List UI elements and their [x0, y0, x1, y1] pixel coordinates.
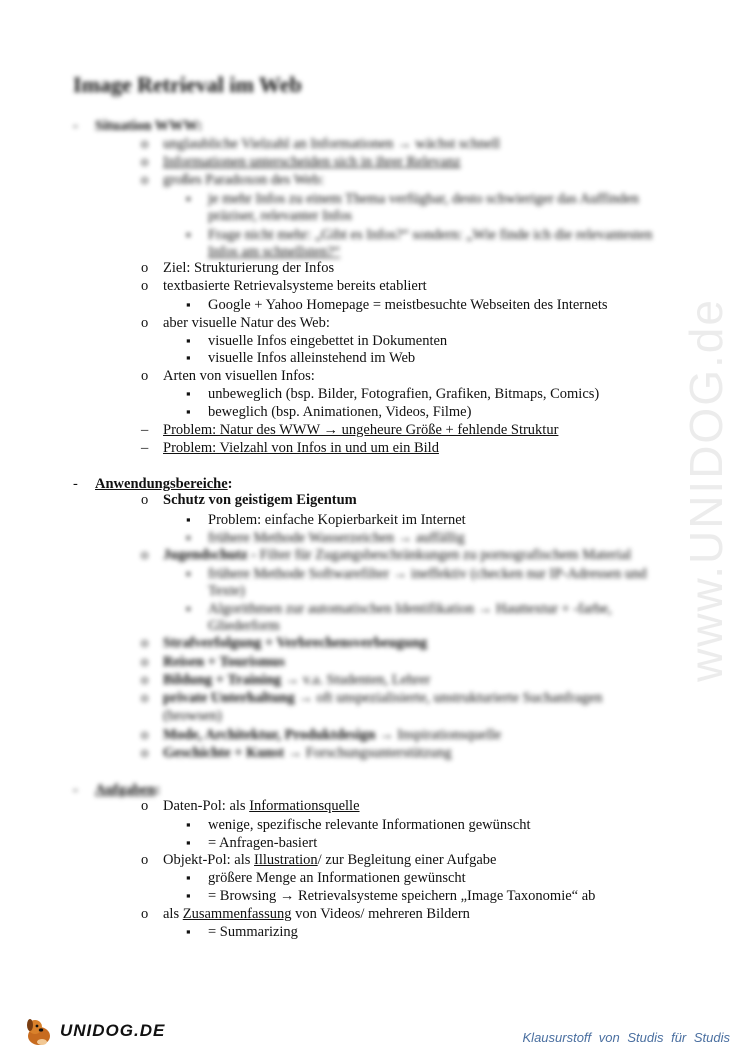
list-item-problem: – Problem: Natur des WWW → ungeheure Größe + fehlende Struktur [141, 422, 559, 438]
list-item: oprivate Unterhaltung → oft unspezialisierte, unstrukturierte Suchanfragen [141, 689, 602, 707]
section-heading-text: Situation WWW: [95, 118, 203, 134]
section-heading-situation [73, 117, 202, 135]
list-item: oStrafverfolgung + Verbrechensverbeugung [141, 634, 427, 652]
dash-bullet: - [73, 476, 78, 492]
list-item: ▪frühere Methode Wasserzeichen → auffällig [186, 529, 465, 547]
dog-icon [22, 1014, 56, 1048]
list-item: oGeschichte + Kunst → Forschungsunterstützung [141, 744, 452, 762]
list-item: oals Zusammenfassung von Videos/ mehreren Bildern [141, 905, 470, 923]
page-title: Image Retrieval im Web [73, 72, 302, 97]
list-item: ▪frühere Methode Softwarefilter → ineffektiv (checken nur IP-Adressen und [186, 565, 647, 583]
list-item: oReisen + Tourismus [141, 653, 285, 671]
list-item: ▪wenige, spezifische relevante Informationen gewünscht [186, 816, 531, 834]
list-item: oSchutz von geistigem Eigentum [141, 491, 357, 509]
section-heading-aufgaben: - Aufgaben: [73, 782, 161, 798]
list-item: oDaten-Pol: als Informationsquelle [141, 797, 360, 815]
list-item: oBildung + Training → v.a. Studenten, Lehrer [141, 671, 430, 689]
list-item-continuation: (browsen) [163, 708, 222, 724]
list-item: ▪= Browsing → Retrievalsysteme speichern „Image Taxonomie“ ab [186, 887, 595, 905]
list-item-problem: – Problem: Vielzahl von Infos in und um ein Bild [141, 440, 439, 456]
list-item-continuation: präziser, relevanter Infos [208, 208, 352, 224]
logo-text: UNIDOG.DE [60, 1021, 166, 1040]
list-item-continuation: Gliederform [208, 618, 280, 634]
list-item: ▪größere Menge an Informationen gewünscht [186, 869, 466, 887]
list-item: ▪beweglich (bsp. Animationen, Videos, Filme) [186, 403, 471, 421]
footer-tagline: Klausurstoff von Studis für Studis [522, 1030, 730, 1045]
list-item: ▪Google + Yahoo Homepage = meistbesuchte Webseiten des Internets [186, 296, 608, 314]
list-item: ▪Algorithmen zur automatischen Identifikation → Hauttextur + -farbe, [186, 600, 612, 618]
list-item: ogroßes Paradoxon des Web: [141, 171, 324, 189]
list-item: ▪= Anfragen-basiert [186, 834, 317, 852]
watermark: www.UNIDOG.de [680, 298, 733, 682]
list-item: oArten von visuellen Infos: [141, 367, 315, 385]
list-item: ▪Problem: einfache Kopierbarkeit im Internet [186, 511, 466, 529]
list-item: ▪= Summarizing [186, 923, 298, 941]
dash-bullet: - [73, 118, 78, 134]
section-heading-anwendung: - Anwendungsbereiche: [73, 476, 233, 492]
list-item: ▪visuelle Infos alleinstehend im Web [186, 349, 415, 367]
section-heading-text: Aufgaben [95, 782, 156, 798]
list-item-continuation: Infos am schnellsten?“ [208, 244, 341, 260]
list-item: ▪je mehr Infos zu einem Thema verfügbar, desto schwieriger das Auffinden [186, 190, 639, 208]
list-item: otextbasierte Retrievalsysteme bereits etabliert [141, 277, 427, 295]
list-item: ounglaubliche Vielzahl an Informationen → wächst schnell [141, 135, 500, 153]
list-item: oObjekt-Pol: als Illustration/ zur Begleitung einer Aufgabe [141, 851, 496, 869]
list-item: oJugendschutz - Filter für Zugangsbeschränkungen zu pornografischem Material [141, 546, 631, 564]
list-item-continuation: Texte) [208, 583, 245, 599]
section-heading-text: Anwendungsbereiche [95, 476, 228, 492]
list-item: ▪Frage nicht mehr: „Gibt es Infos?“ sondern: „Wie finde ich die relevantesten [186, 226, 652, 244]
unidog-logo[interactable] [22, 1014, 165, 1048]
list-item: oInformationen unterscheiden sich in ihrer Relevanz [141, 153, 461, 171]
list-item: oZiel: Strukturierung der Infos [141, 259, 334, 277]
dash-bullet: - [73, 782, 78, 798]
list-item: ▪unbeweglich (bsp. Bilder, Fotografien, Grafiken, Bitmaps, Comics) [186, 385, 599, 403]
list-item: ▪visuelle Infos eingebettet in Dokumenten [186, 332, 447, 350]
list-item: oaber visuelle Natur des Web: [141, 314, 330, 332]
list-item: oMode, Architektur, Produktdesign → Inspirationsquelle [141, 726, 501, 744]
